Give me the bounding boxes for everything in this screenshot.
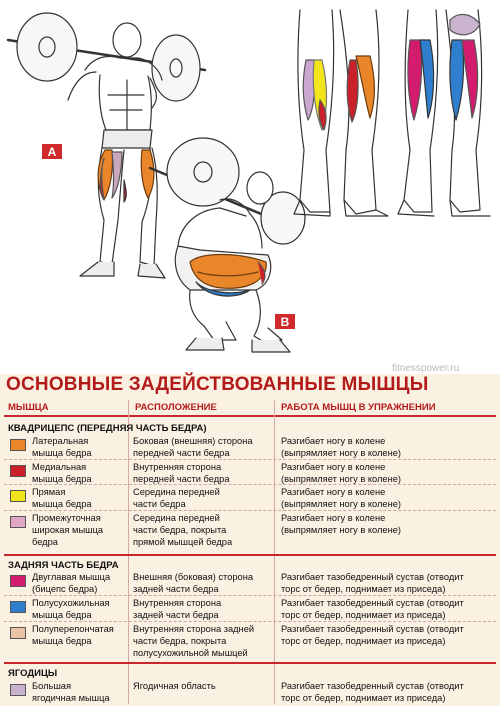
muscle-color-swatch: [10, 465, 26, 477]
col-header-muscle: МЫШЦА: [8, 402, 49, 413]
section-divider: [4, 554, 496, 556]
section-divider: [4, 662, 496, 664]
muscle-color-swatch: [10, 575, 26, 587]
row-divider: [4, 595, 496, 596]
section-title: ЯГОДИЦЫ: [8, 668, 58, 679]
table-title: ОСНОВНЫЕ ЗАДЕЙСТВОВАННЫЕ МЫШЦЫ: [6, 374, 429, 395]
muscle-location: Середина передней части бедра, покрыта прямой мышцей бедра: [133, 513, 233, 547]
muscle-work: Разгибает тазобедренный сустав (отводит торс от бедер, поднимает из приседа): [281, 681, 464, 703]
muscle-name: Прямая мышца бедра: [32, 487, 92, 509]
muscle-work: Разгибает ногу в колене (выпрямляет ногу в колене): [281, 436, 401, 458]
watermark: fitnesspower.ru: [392, 363, 460, 374]
column-divider: [128, 400, 129, 704]
row-divider: [4, 621, 496, 622]
section-title: ЗАДНЯЯ ЧАСТЬ БЕДРА: [8, 560, 119, 571]
muscle-work: Разгибает тазобедренный сустав (отводит торс от бедер, поднимает из приседа): [281, 624, 464, 646]
muscle-location: Внутренняя сторона задней части бедра: [133, 598, 222, 620]
muscle-work: Разгибает ногу в колене (выпрямляет ногу в колене): [281, 462, 401, 484]
muscle-name: Большая ягодичная мышца: [32, 681, 110, 703]
muscle-name: Промежуточная широкая мышца бедра: [32, 513, 104, 547]
label-a: А: [47, 145, 57, 159]
muscle-work: Разгибает тазобедренный сустав (отводит торс от бедер, поднимает из приседа): [281, 572, 464, 594]
muscle-location: Внутренняя сторона передней части бедра: [133, 462, 230, 484]
muscle-work: Разгибает ногу в колене (выпрямляет ногу в колене): [281, 487, 401, 509]
section-title: КВАДРИЦЕПС (ПЕРЕДНЯЯ ЧАСТЬ БЕДРА): [8, 423, 207, 434]
col-header-work: РАБОТА МЫШЦ В УПРАЖНЕНИИ: [281, 402, 436, 413]
header-divider: [4, 415, 496, 417]
muscle-location: Середина передней части бедра: [133, 487, 220, 509]
muscle-name: Латеральная мышца бедра: [32, 436, 92, 458]
muscle-work: Разгибает ногу в колене (выпрямляет ногу в колене): [281, 513, 401, 535]
muscle-location: Внешняя (боковая) сторона задней части бедра: [133, 572, 254, 594]
label-b: В: [280, 315, 290, 329]
column-divider: [274, 400, 275, 704]
muscle-name: Полусухожильная мышца бедра: [32, 598, 110, 620]
row-divider: [4, 510, 496, 511]
muscle-name: Двуглавая мышца (бицепс бедра): [32, 572, 111, 594]
muscle-name: Полуперепончатая мышца бедра: [32, 624, 114, 646]
muscle-color-swatch: [10, 684, 26, 696]
muscle-color-swatch: [10, 627, 26, 639]
col-header-location: РАСПОЛОЖЕНИЕ: [135, 402, 217, 413]
muscle-location: Ягодичная область: [133, 681, 216, 691]
muscle-color-swatch: [10, 601, 26, 613]
muscle-color-swatch: [10, 516, 26, 528]
row-divider: [4, 484, 496, 485]
row-divider: [4, 459, 496, 460]
muscle-work: Разгибает тазобедренный сустав (отводит торс от бедер, поднимает из приседа): [281, 598, 464, 620]
muscles-table: [0, 374, 500, 706]
muscle-color-swatch: [10, 439, 26, 451]
muscle-color-swatch: [10, 490, 26, 502]
muscle-name: Медиальная мышца бедра: [32, 462, 92, 484]
standing-figure-a: [8, 13, 205, 278]
muscle-location: Боковая (внешняя) сторона передней части бедра: [133, 436, 253, 458]
muscle-location: Внутренняя сторона задней части бедра, покрыта полусухожильной мышцей: [133, 624, 255, 658]
